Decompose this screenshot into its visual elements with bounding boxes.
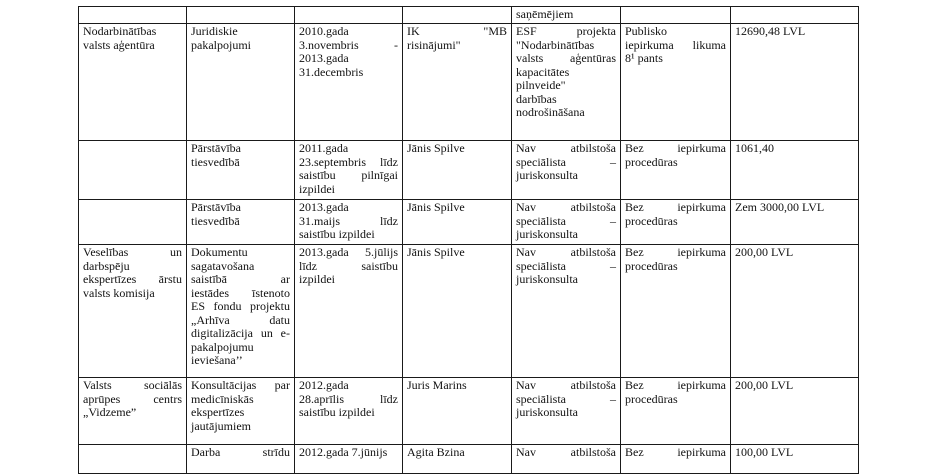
cell-line: Nav atbilstoša	[516, 445, 616, 459]
cell-line: 2010.gada	[299, 24, 349, 38]
cell-line: pakalpojumu	[191, 339, 254, 354]
cell-line: Pārstāvība	[191, 200, 241, 214]
cell-line: Bez iepirkuma	[625, 141, 726, 155]
cell-line: Publisko	[625, 24, 668, 38]
service-cell	[187, 7, 295, 24]
cell-line: ieviešana’’	[191, 353, 243, 367]
table-row	[79, 200, 859, 245]
provider-cell	[403, 24, 512, 141]
cell-line: IK "MB	[407, 24, 507, 38]
cell-line: juriskonsulta	[516, 227, 578, 241]
cell-line: izpildei	[299, 272, 335, 286]
table-row	[79, 7, 859, 24]
cell-line: ES fondu projektu	[191, 299, 290, 313]
cell-line: saistību pilnīgai	[299, 168, 398, 182]
reason-cell	[512, 445, 621, 474]
cell-line: 8¹ pants	[625, 51, 663, 65]
service-cell	[187, 200, 295, 245]
cell-line: 200,00 LVL	[735, 245, 794, 259]
cell-line: Valsts sociālās	[83, 378, 182, 392]
cell-line: ekspertīzes	[191, 405, 245, 419]
cell-line: juriskonsulta	[516, 272, 578, 286]
cell-line: "Nodarbinātības	[516, 37, 595, 52]
provider-cell	[403, 141, 512, 200]
cell-line: pilnveide"	[516, 78, 566, 92]
cell-line: 2011.gada	[299, 141, 349, 155]
cell-line: procedūras	[625, 391, 678, 406]
cell-line: saistību izpildei	[299, 405, 375, 419]
cell-line: iestādes īstenoto	[191, 285, 290, 300]
cell-line: „Vidzeme”	[83, 405, 137, 419]
cell-line: 31.maijs līdz	[299, 213, 398, 228]
cell-line: 28.aprīlis līdz	[299, 391, 398, 406]
institution-cell	[79, 445, 187, 474]
cell-line: 3.novembris -	[299, 37, 398, 52]
cell-line: tiesvedībā	[191, 154, 240, 169]
reason-cell	[512, 245, 621, 378]
reason-cell	[512, 200, 621, 245]
provider-cell	[403, 445, 512, 474]
procurement-table	[78, 6, 859, 474]
institution-cell	[79, 7, 187, 24]
cell-line: 31.decembris	[299, 64, 364, 79]
cell-line: nodrošināšana	[516, 105, 585, 119]
service-cell	[187, 24, 295, 141]
cell-line: izpildei	[299, 181, 335, 196]
procedure-cell	[621, 445, 731, 474]
cell-line: kapacitātes	[516, 64, 570, 79]
period-cell	[295, 445, 403, 474]
cell-line: Veselības un	[83, 245, 182, 259]
table-row	[79, 141, 859, 200]
cell-line: valsts aģentūras	[516, 51, 616, 65]
period-cell	[295, 200, 403, 245]
cell-line: Konsultācijas par	[191, 378, 290, 392]
reason-cell	[512, 141, 621, 200]
cell-line: jautājumiem	[191, 418, 251, 433]
cell-line: digitalizācija un e-	[191, 326, 290, 340]
cell-line: saistībā ar	[191, 272, 290, 286]
cell-line: procedūras	[625, 258, 678, 273]
cell-line: 2013.gada 5.jūlijs	[299, 245, 398, 259]
cell-line: Jānis Spilve	[407, 141, 465, 155]
cell-line: Jānis Spilve	[407, 245, 465, 259]
cell-line: speciālista –	[516, 391, 616, 406]
period-cell	[295, 7, 403, 24]
cell-line: 1061,40	[735, 141, 774, 155]
cell-line: saņēmējiem	[516, 7, 574, 21]
institution-cell	[79, 24, 187, 141]
cell-line: risinājumi"	[407, 37, 461, 52]
cell-line: Darba strīdu	[191, 445, 290, 459]
cell-line: speciālista –	[516, 154, 616, 169]
table-row	[79, 24, 859, 141]
procedure-cell	[621, 378, 731, 445]
cell-line: Bez iepirkuma	[625, 445, 726, 459]
cell-line: valsts komisija	[83, 285, 155, 300]
institution-cell	[79, 378, 187, 445]
cell-line: Jānis Spilve	[407, 200, 465, 214]
cell-line: Nodarbinātības	[83, 24, 157, 38]
amount-cell	[731, 24, 859, 141]
table-body	[79, 7, 859, 474]
cell-line: juriskonsulta	[516, 168, 578, 182]
cell-line: Nav atbilstoša	[516, 378, 616, 392]
institution-cell	[79, 141, 187, 200]
amount-cell	[731, 7, 859, 24]
cell-line: Agita Bzina	[407, 445, 465, 459]
cell-line: 100,00 LVL	[735, 445, 794, 459]
cell-line: „Arhīva datu	[191, 312, 290, 327]
cell-line: 200,00 LVL	[735, 378, 794, 392]
service-cell	[187, 245, 295, 378]
reason-cell	[512, 378, 621, 445]
cell-line: Pārstāvība	[191, 141, 241, 155]
provider-cell	[403, 378, 512, 445]
cell-line: 2012.gada 7.jūnijs	[299, 445, 388, 459]
cell-line: Dokumentu	[191, 245, 248, 259]
amount-cell	[731, 245, 859, 378]
procedure-cell	[621, 141, 731, 200]
cell-line: Nav atbilstoša	[516, 200, 616, 214]
cell-line: procedūras	[625, 213, 678, 228]
procedure-cell	[621, 200, 731, 245]
cell-line: 2013.gada	[299, 51, 349, 65]
cell-line: medicīniskās	[191, 391, 254, 406]
cell-line: Juris Marins	[407, 378, 467, 392]
amount-cell	[731, 445, 859, 474]
cell-line: tiesvedībā	[191, 213, 240, 228]
cell-line: 2012.gada	[299, 378, 349, 392]
reason-cell	[512, 24, 621, 141]
cell-line: līdz saistību	[299, 258, 398, 273]
cell-line: pakalpojumi	[191, 37, 251, 52]
cell-line: sagatavošana	[191, 258, 255, 273]
provider-cell	[403, 200, 512, 245]
period-cell	[295, 245, 403, 378]
institution-cell	[79, 200, 187, 245]
cell-line: 23.septembris līdz	[299, 154, 398, 169]
cell-line: Zem 3000,00 LVL	[735, 200, 825, 214]
provider-cell	[403, 7, 512, 24]
table-row	[79, 445, 859, 474]
cell-line: ESF projekta	[516, 24, 616, 38]
cell-line: aprūpes centrs	[83, 391, 182, 406]
cell-line: Nav atbilstoša	[516, 141, 616, 155]
cell-line: saistību izpildei	[299, 227, 375, 241]
cell-line: darbspēju	[83, 258, 130, 273]
cell-line: Bez iepirkuma	[625, 245, 726, 259]
period-cell	[295, 378, 403, 445]
institution-cell	[79, 245, 187, 378]
service-cell	[187, 378, 295, 445]
amount-cell	[731, 378, 859, 445]
amount-cell	[731, 141, 859, 200]
table-row	[79, 378, 859, 445]
cell-line: Bez iepirkuma	[625, 200, 726, 214]
cell-line: darbības	[516, 91, 557, 106]
table-row	[79, 245, 859, 378]
cell-line: Juridiskie	[191, 24, 238, 38]
procedure-cell	[621, 24, 731, 141]
procedure-cell	[621, 245, 731, 378]
cell-line: ekspertīzes ārstu	[83, 272, 182, 286]
procedure-cell	[621, 7, 731, 24]
cell-line: speciālista –	[516, 258, 616, 273]
cell-line: 12690,48 LVL	[735, 24, 806, 38]
reason-cell	[512, 7, 621, 24]
cell-line: valsts aģentūra	[83, 37, 155, 52]
service-cell	[187, 445, 295, 474]
period-cell	[295, 141, 403, 200]
cell-line: iepirkuma likuma	[625, 37, 726, 52]
cell-line: 2013.gada	[299, 200, 349, 214]
cell-line: speciālista –	[516, 213, 616, 228]
amount-cell	[731, 200, 859, 245]
period-cell	[295, 24, 403, 141]
cell-line: procedūras	[625, 154, 678, 169]
cell-line: juriskonsulta	[516, 405, 578, 419]
cell-line: Bez iepirkuma	[625, 378, 726, 392]
provider-cell	[403, 245, 512, 378]
service-cell	[187, 141, 295, 200]
cell-line: Nav atbilstoša	[516, 245, 616, 259]
